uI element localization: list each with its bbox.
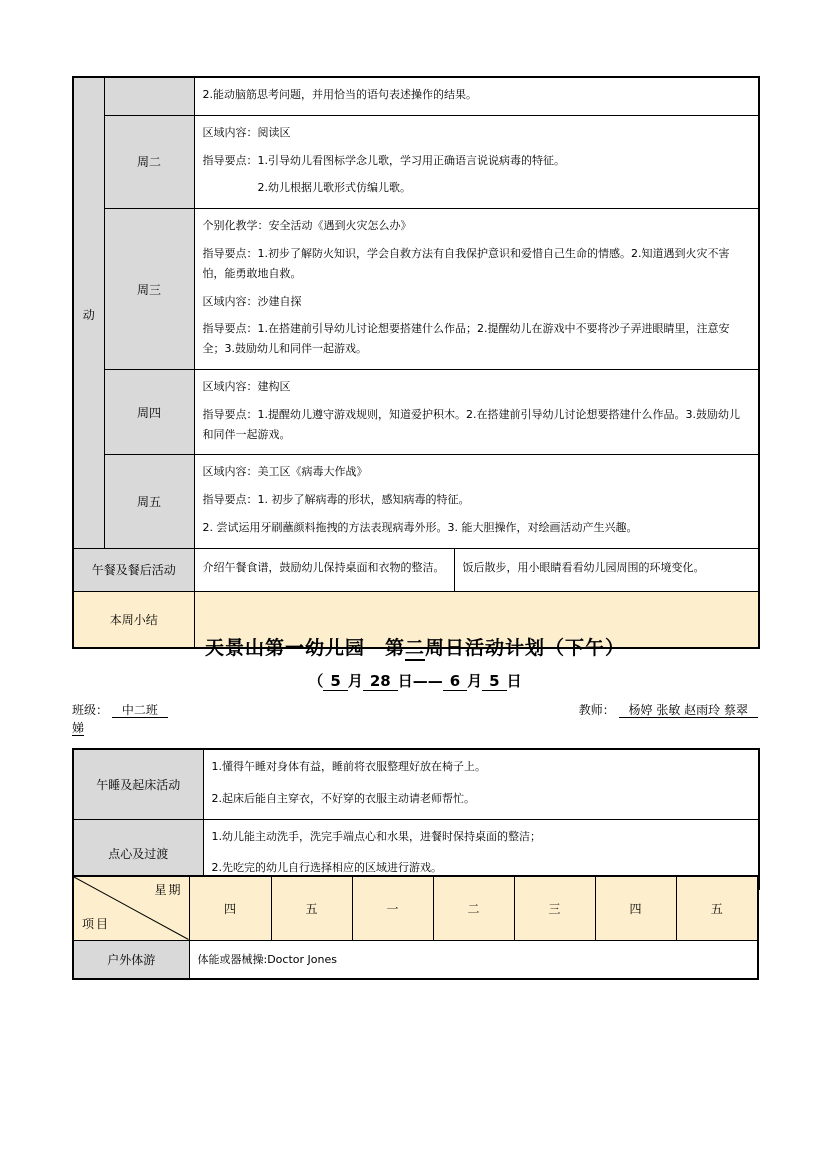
schedule-grid-table bbox=[72, 875, 759, 980]
plan-paragraph: 指导要点：1.初步了解防火知识，学会自救方法有自我保护意识和爱惜自己生命的情感。2.知道遇到火灾不害怕，能勇敢地自救。 bbox=[202, 246, 730, 280]
week-label: 周四 bbox=[136, 405, 161, 420]
plan-paragraph: 指导要点：1. 初步了解病毒的形状，感知病毒的特征。 bbox=[202, 493, 470, 507]
plan-paragraph: 个别化教学：安全活动《遇到火灾怎么办》 bbox=[202, 219, 412, 233]
plan-paragraph: 2.幼儿根据儿歌形式仿编儿歌。 bbox=[202, 181, 411, 195]
class-label: 班级： bbox=[72, 703, 109, 717]
week-label-cell bbox=[104, 115, 194, 208]
plan-content-cell bbox=[194, 115, 759, 208]
date-month-unit-2: 月 bbox=[467, 672, 483, 690]
teacher-label: 教师： bbox=[578, 703, 615, 717]
day-header: 四 bbox=[629, 901, 642, 916]
date-month-2: 6 bbox=[443, 672, 467, 691]
grid-header-row bbox=[73, 876, 758, 940]
date-day-unit-2: 日 bbox=[506, 672, 522, 690]
table-row bbox=[73, 209, 759, 370]
meta-line bbox=[72, 701, 758, 718]
routine-paragraph: 2.先吃完的幼儿自行选择相应的区域进行游戏。 bbox=[211, 861, 442, 875]
day-header: 三 bbox=[548, 901, 561, 916]
date-month-unit-1: 月 bbox=[347, 672, 363, 690]
date-range-line bbox=[72, 670, 758, 691]
teacher-value: 杨婷 张敏 赵雨玲 蔡翠 bbox=[619, 703, 758, 718]
routine-content-cell bbox=[203, 749, 759, 819]
teacher-field bbox=[579, 701, 758, 718]
routine-paragraph: 2.起床后能自主穿衣，不好穿的衣服主动请老师帮忙。 bbox=[211, 791, 475, 805]
teacher-name-wrap bbox=[72, 719, 84, 736]
outdoor-row bbox=[73, 940, 758, 979]
corner-label-item: 项目 bbox=[82, 916, 111, 931]
routine-paragraph: 1.幼儿能主动洗手，洗完手端点心和水果，进餐时保持桌面的整洁； bbox=[211, 829, 541, 843]
routine-label: 点心及过渡 bbox=[108, 847, 169, 862]
weekly-plan-table bbox=[72, 76, 760, 649]
corner-header-cell bbox=[73, 876, 189, 940]
title-prefix: 天景山第一幼儿园 第 bbox=[204, 637, 405, 659]
date-month-1: 5 bbox=[323, 672, 347, 691]
corner-label-weekday: 星期 bbox=[154, 883, 183, 897]
activity-strip-label: 动 bbox=[82, 308, 95, 323]
day-header-cell bbox=[514, 876, 595, 940]
week-label: 周三 bbox=[136, 282, 161, 297]
outdoor-label: 户外体游 bbox=[107, 952, 156, 967]
week-label: 周五 bbox=[136, 495, 161, 510]
day-header: 二 bbox=[467, 901, 480, 916]
table-row bbox=[73, 77, 759, 115]
week-label-cell bbox=[104, 209, 194, 370]
plan-content-cell bbox=[194, 369, 759, 454]
routine-table bbox=[72, 748, 760, 890]
routine-label-cell bbox=[73, 749, 203, 819]
lunch-content-cell-1 bbox=[194, 548, 454, 591]
plan-paragraph: 区域内容：沙建自探 bbox=[202, 294, 302, 308]
date-day-unit-1: 日—— bbox=[397, 672, 443, 690]
plan-paragraph: 区域内容：美工区《病毒大作战》 bbox=[202, 465, 368, 479]
lunch-row bbox=[73, 548, 759, 591]
summary-label: 本周小结 bbox=[109, 613, 158, 627]
outdoor-content-cell bbox=[189, 940, 758, 979]
lunch-paragraph: 饭后散步，用小眼睛看看幼儿园周围的环境变化。 bbox=[462, 561, 705, 575]
plan-paragraph: 2.能动脑筋思考问题，并用恰当的语句表述操作的结果。 bbox=[202, 88, 477, 101]
lunch-label: 午餐及餐后活动 bbox=[91, 563, 176, 578]
plan-content-cell bbox=[194, 77, 759, 115]
table-row bbox=[73, 749, 759, 819]
day-header-cell bbox=[271, 876, 352, 940]
date-day-1: 28 bbox=[363, 672, 398, 691]
week-label-cell bbox=[104, 77, 194, 115]
routine-label: 午睡及起床活动 bbox=[96, 777, 181, 792]
week-label-cell bbox=[104, 455, 194, 548]
day-header: 五 bbox=[305, 901, 318, 916]
lunch-content-cell-2 bbox=[454, 548, 759, 591]
activity-strip-cell bbox=[73, 77, 104, 548]
title-week-number: 二 bbox=[404, 637, 425, 659]
class-value: 中二班 bbox=[112, 703, 168, 718]
day-header-cell bbox=[676, 876, 758, 940]
week-label-cell bbox=[104, 369, 194, 454]
day-header-cell bbox=[595, 876, 676, 940]
routine-paragraph: 1.懂得午睡对身体有益，睡前将衣服整理好放在椅子上。 bbox=[211, 760, 486, 773]
outdoor-label-cell bbox=[73, 940, 189, 979]
class-field bbox=[72, 701, 168, 718]
day-header: 四 bbox=[223, 901, 236, 916]
teacher-wrap-char: 娣 bbox=[72, 721, 85, 735]
title-suffix: 周日活动计划（下午） bbox=[425, 637, 626, 659]
plan-paragraph: 指导要点：1.提醒幼儿遵守游戏规则，知道爱护积木。2.在搭建前引导幼儿讨论想要搭建什么作品。3.鼓励幼儿和同伴一起游戏。 bbox=[202, 407, 740, 441]
lunch-paragraph: 介绍午餐食谱，鼓励幼儿保持桌面和衣物的整洁。 bbox=[202, 561, 445, 575]
page-title bbox=[72, 633, 758, 660]
plan-content-cell bbox=[194, 209, 759, 370]
day-header-cell bbox=[433, 876, 514, 940]
day-header-cell bbox=[189, 876, 271, 940]
plan-paragraph: 2. 尝试运用牙刷蘸颜料拖拽的方法表现病毒外形。3. 能大胆操作，对绘画活动产生兴趣。 bbox=[202, 520, 638, 534]
lunch-label-cell bbox=[73, 548, 194, 591]
plan-paragraph: 区域内容：阅读区 bbox=[202, 125, 291, 139]
table-row bbox=[73, 369, 759, 454]
table-row bbox=[73, 115, 759, 208]
plan-paragraph: 指导要点：1.在搭建前引导幼儿讨论想要搭建什么作品；2.提醒幼儿在游戏中不要将沙子弄进眼睛里，注意安全；3.鼓励幼儿和同伴一起游戏。 bbox=[202, 322, 730, 356]
outdoor-content: 体能或器械操:Doctor Jones bbox=[197, 953, 337, 967]
table-row bbox=[73, 455, 759, 548]
day-header: 五 bbox=[710, 901, 723, 916]
week-label: 周二 bbox=[136, 155, 161, 170]
day-header-cell bbox=[352, 876, 433, 940]
day-header: 一 bbox=[386, 901, 399, 916]
date-day-2: 5 bbox=[482, 672, 506, 691]
plan-content-cell bbox=[194, 455, 759, 548]
plan-paragraph: 区域内容：建构区 bbox=[202, 379, 291, 393]
date-open-paren: （ bbox=[308, 672, 324, 690]
plan-paragraph: 指导要点：1.引导幼儿看图标学念儿歌，学习用正确语言说说病毒的特征。 bbox=[202, 153, 565, 167]
